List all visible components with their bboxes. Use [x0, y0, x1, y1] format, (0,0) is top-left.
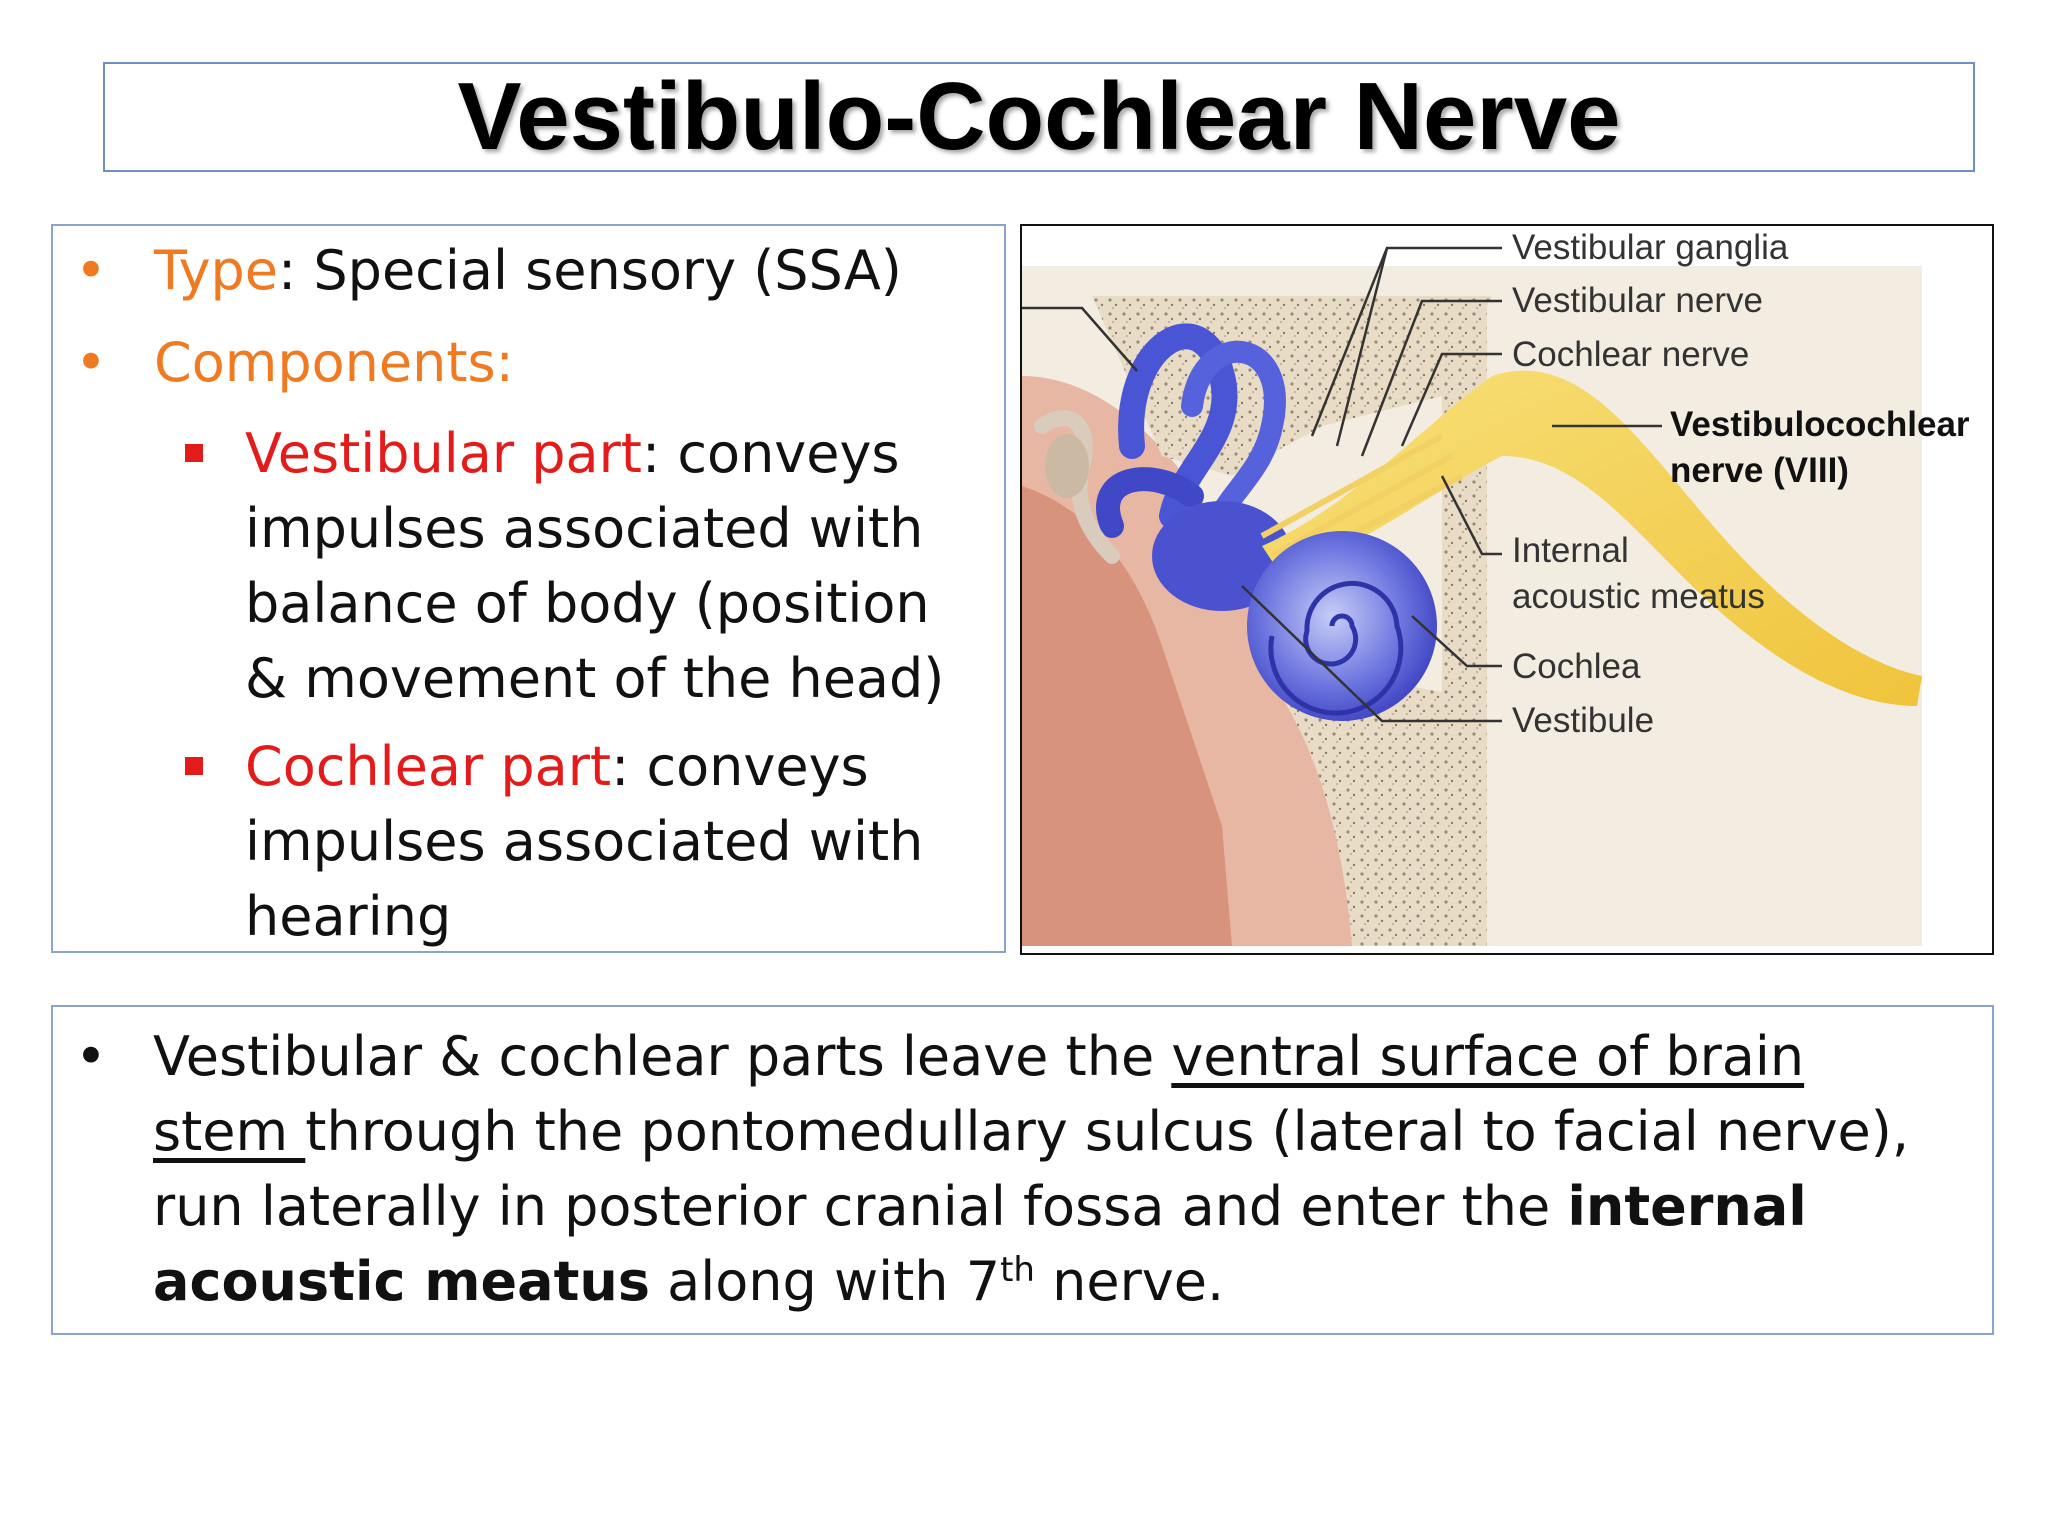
course-text-1: Vestibular & cochlear parts leave the — [153, 1025, 1172, 1088]
course-text-3: along with 7 — [650, 1250, 1001, 1313]
bullet-dot-icon: • — [75, 1025, 107, 1088]
slide-title: Vestibulo-Cochlear Nerve — [457, 63, 1621, 170]
square-bullet-icon — [185, 444, 203, 462]
label-acoustic-meatus: acoustic meatus — [1512, 577, 1765, 616]
label-vestibule: Vestibule — [1512, 701, 1655, 740]
ear-anatomy-figure — [1020, 224, 1994, 955]
components-label: Components: — [154, 331, 514, 394]
label-vestibular-ganglia: Vestibular ganglia — [1512, 228, 1789, 267]
cochlear-part-item — [53, 729, 1004, 954]
course-paragraph — [153, 1019, 1953, 1319]
type-bullet — [53, 234, 1004, 308]
label-cochlear-nerve: Cochlear nerve — [1512, 335, 1750, 374]
square-bullet-icon — [185, 757, 203, 775]
vestibular-part-item — [53, 416, 1004, 716]
title-box — [103, 62, 1975, 172]
vestibular-part-label: Vestibular part — [245, 422, 642, 485]
cochlear-part-label: Cochlear part — [245, 735, 612, 798]
course-underlined-text: ventral surface of brain stem — [153, 1025, 1805, 1163]
course-text-4: nerve. — [1034, 1250, 1225, 1313]
course-bold-text: internal acoustic meatus — [153, 1175, 1807, 1313]
bullet-dot-icon: • — [75, 239, 107, 302]
type-label: Type — [154, 239, 279, 302]
label-internal: Internal — [1512, 531, 1629, 570]
label-vestibulocochlear-line1: Vestibulocochlear — [1670, 405, 1970, 444]
cochlea-shape — [1247, 531, 1437, 721]
course-superscript: th — [1000, 1250, 1035, 1290]
components-box — [51, 224, 1006, 953]
course-box — [51, 1005, 1994, 1335]
components-bullet — [53, 326, 1004, 400]
cochlear-part-text: : conveys impulses associated with hearing — [245, 735, 924, 948]
type-value: : Special sensory (SSA) — [278, 239, 902, 302]
malleus-shape — [1045, 434, 1089, 498]
ear-anatomy-illustration — [1022, 226, 1992, 953]
course-text-2: through the pontomedullary sulcus (lateral to facial nerve), run laterally in posterior cranial fossa and enter the — [153, 1100, 1910, 1238]
label-vestibular-nerve: Vestibular nerve — [1512, 281, 1763, 320]
bullet-dot-icon: • — [75, 331, 107, 394]
label-vestibulocochlear-line2: nerve (VIII) — [1670, 451, 1849, 490]
vestibular-part-text: : conveys impulses associated with balance of body (position & movement of the head) — [245, 422, 945, 710]
label-cochlea: Cochlea — [1512, 647, 1641, 686]
